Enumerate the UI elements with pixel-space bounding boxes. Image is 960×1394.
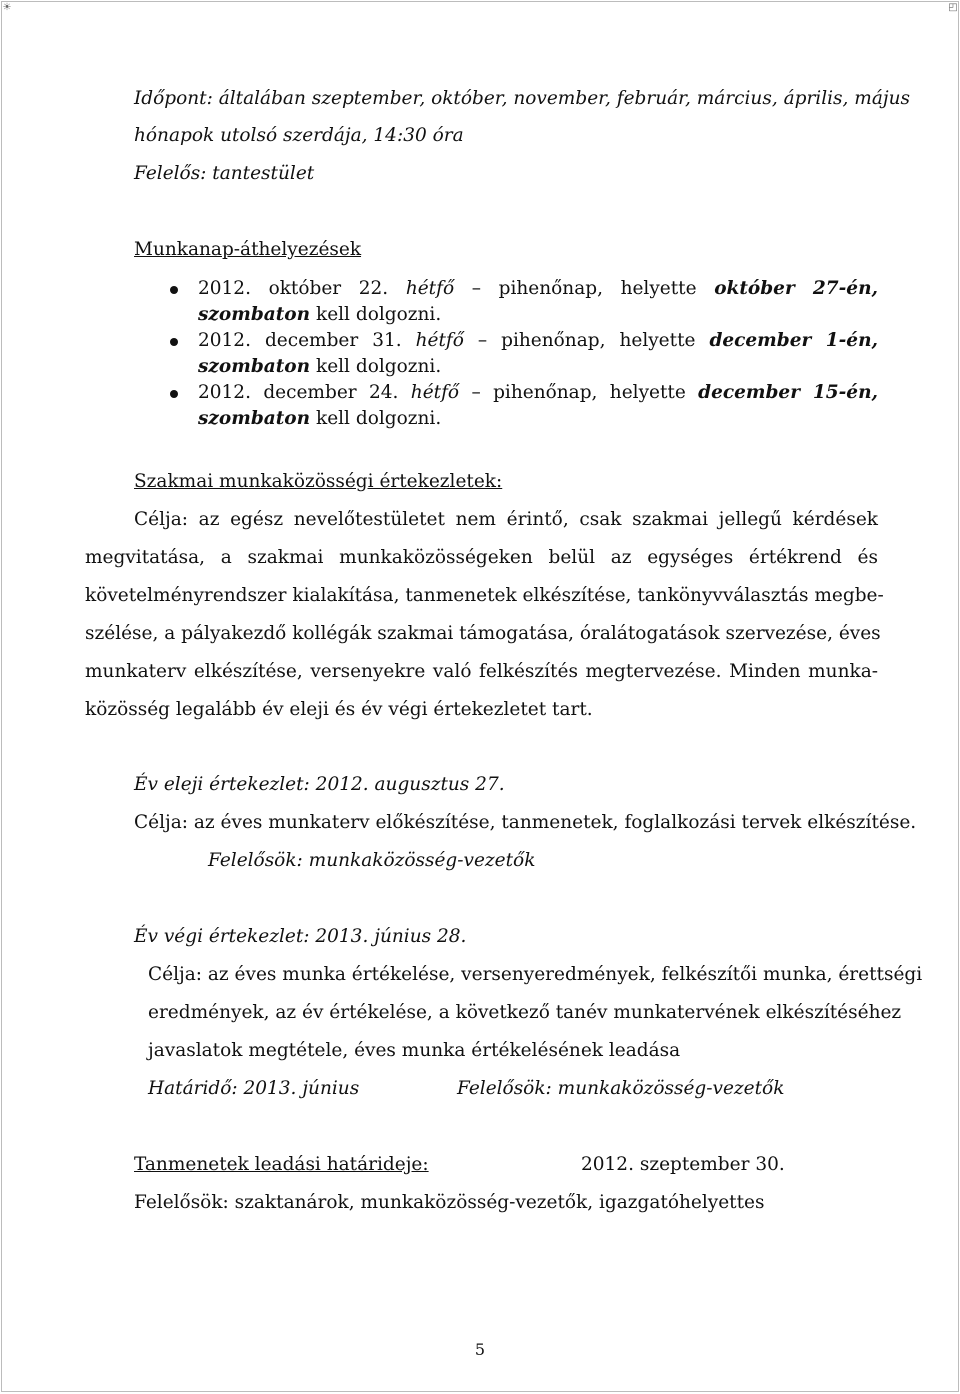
meeting-time-responsible: Felelős: tantestület bbox=[134, 163, 315, 184]
professional-line-4: szélése, a pályakezdő kollégák szakmai támogatása, óralátogatások szervezése, éves bbox=[85, 623, 881, 644]
professional-line-1: Célja: az egész nevelőtestületet nem érintő, csak szakmai jellegű kérdések bbox=[134, 509, 878, 530]
meeting-time-line2: hónapok utolsó szerdája, 14:30 óra bbox=[134, 125, 464, 146]
start-meeting-goal: Célja: az éves munkaterv előkészítése, tanmenetek, foglalkozási tervek elkészítése. bbox=[134, 812, 917, 833]
professional-line-6: közösség legalább év eleji és év végi értekezletet tart. bbox=[85, 699, 593, 720]
swap-item-2-line1: 2012. december 31. hétfő – pihenőnap, helyette december 1-én, bbox=[198, 330, 878, 351]
bullet-2 bbox=[170, 338, 178, 346]
end-meeting-line-3: javaslatok megtétele, éves munka értékelésének leadása bbox=[148, 1040, 681, 1061]
professional-line-5: munkaterv elkészítése, versenyekre való felkészítés megtervezése. Minden munka- bbox=[85, 661, 878, 682]
page-number: 5 bbox=[474, 1340, 486, 1359]
swap-item-1-line1: 2012. október 22. hétfő – pihenőnap, helyette október 27-én, bbox=[198, 278, 878, 299]
end-meeting-deadline: Határidő: 2013. június bbox=[148, 1078, 360, 1099]
end-meeting-line-1: Célja: az éves munka értékelése, versenyeredmények, felkészítői munka, érettségi bbox=[148, 964, 923, 985]
curriculum-date: 2012. szeptember 30. bbox=[581, 1154, 785, 1175]
professional-meetings-heading: Szakmai munkaközösségi értekezletek: bbox=[134, 471, 503, 492]
professional-line-3: követelményrendszer kialakítása, tanmenetek elkészítése, tankönyvválasztás megbe- bbox=[85, 585, 884, 606]
end-meeting-line-2: eredmények, az év értékelése, a következő tanév munkatervének elkészítéséhez bbox=[148, 1002, 902, 1023]
swap-item-3-line1: 2012. december 24. hétfő – pihenőnap, helyette december 15-én, bbox=[198, 382, 878, 403]
bullet-3 bbox=[170, 390, 178, 398]
curriculum-label: Tanmenetek leadási határideje: bbox=[134, 1154, 429, 1175]
workday-swaps-heading: Munkanap-áthelyezések bbox=[134, 239, 362, 260]
end-meeting-title: Év végi értekezlet: 2013. június 28. bbox=[134, 926, 467, 947]
bullet-1 bbox=[170, 286, 178, 294]
end-meeting-responsible: Felelősök: munkaközösség-vezetők bbox=[457, 1078, 785, 1099]
start-meeting-title: Év eleji értekezlet: 2012. augusztus 27. bbox=[134, 774, 505, 795]
swap-item-1-line2: szombaton kell dolgozni. bbox=[198, 304, 442, 325]
swap-item-2-line2: szombaton kell dolgozni. bbox=[198, 356, 442, 377]
corner-mark-left: ☀ bbox=[2, 2, 12, 13]
curriculum-responsible: Felelősök: szaktanárok, munkaközösség-vezetők, igazgatóhelyettes bbox=[134, 1192, 765, 1213]
start-meeting-responsible: Felelősök: munkaközösség-vezetők bbox=[208, 850, 536, 871]
professional-line-2: megvitatása, a szakmai munkaközösségeken belül az egységes értékrend és bbox=[85, 547, 878, 568]
swap-item-3-line2: szombaton kell dolgozni. bbox=[198, 408, 442, 429]
document-page bbox=[1, 1, 959, 1392]
corner-mark-right: ◰ bbox=[948, 2, 958, 13]
meeting-time-line1: Időpont: általában szeptember, október, november, február, március, április, május bbox=[134, 88, 911, 109]
